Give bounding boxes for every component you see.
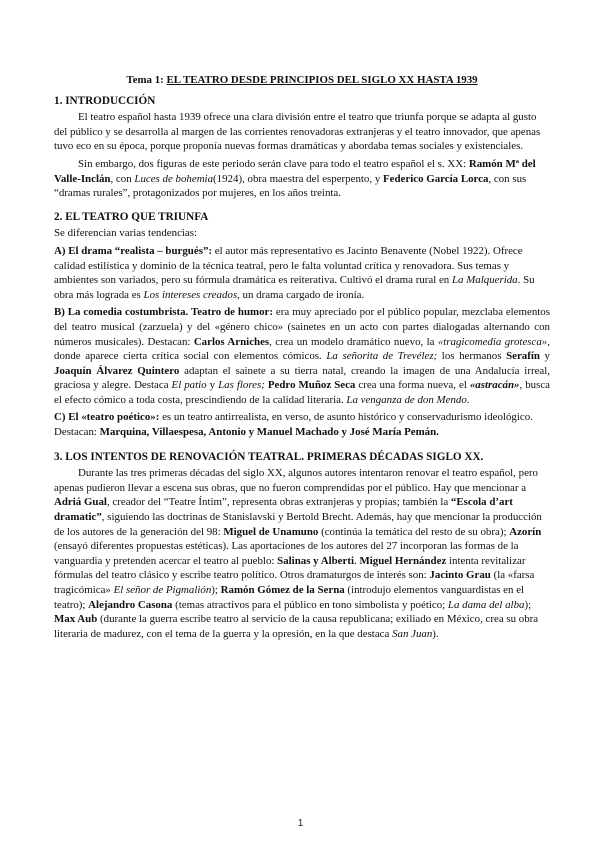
section-heading-renovacion: 3. LOS INTENTOS DE RENOVACIÓN TEATRAL. PRIMERAS DÉCADAS SIGLO XX.: [54, 450, 484, 463]
paragraph: Sin embargo, dos figuras de este periodo serán clave para todo el teatro español el s. XX: Ramón Mª del Valle-Inclán, con Luces de bohemia(1924), obra maestra del esperpento, y Federico García Lorca, con sus “dramas rurales”, protagonizados por mujeres, en los años treinta.: [54, 157, 536, 200]
paragraph: Se diferencian varias tendencias:: [54, 227, 198, 240]
document-body: [54, 73, 550, 644]
paragraph-teatro-poetico: C) El «teatro poético»: es un teatro antirrealista, en verso, de asunto histórico y conservadurismo ideológico. Destacan: Marquina, Villaespesa, Antonio y Manuel Machado y José María Pemán.: [54, 411, 533, 439]
document-title: Tema 1: EL TEATRO DESDE PRINCIPIOS DEL SIGLO XX HASTA 1939: [126, 74, 478, 86]
paragraph-drama-realista: A) El drama “realista – burgués”: el autor más representativo es Jacinto Benavente (Nobel 1922). Ofrece calidad estilística y dominio de la técnica teatral, pero le falta voluntad crítica y renovadora. Sus temas y ambientes son variados, pero su fórmula dramática es reiterativa. Cultivó el drama rural en La Malquerida. Su obra más lograda es Los intereses creados, un drama cargado de ironía.: [54, 244, 535, 301]
paragraph-renovacion: Durante las tres primeras décadas del siglo XX, algunos autores intentaron renovar el teatro español, pero apenas pudieron llevar a escena sus obras, que no fueron comprendidas por el público. Hay que mencionar a Adriá Gual, creador del “Teatre Íntim”, representa obras extranjeras y propias; también la “Escola d’art dramatic”, siguiendo las doctrinas de Stanislavski y Bertold Brecht. Además, hay que mencionar la producción de los autores de la generación del 98: Miguel de Unamuno (continúa la temática del resto de su obra); Azorín (ensayó diferentes propuestas estéticas). Las aportaciones de los autores del 27 incorporan las formas de la vanguardia y pretenden acercar el teatro al pueblo: Salinas y Alberti. Miguel Hernández intenta revitalizar fórmulas del teatro clásico y escribe teatro político. Otros dramaturgos de interés son: Jacinto Grau (la «farsa tragicómica» El señor de Pigmalión); Ramón Gómez de la Serna (introdujo elementos vanguardistas en el teatro); Alejandro Casona (temas atractivos para el público en tono simbolista y poético; La dama del alba); Max Aub (durante la guerra escribe teatro al servicio de la causa republicana; exiliado en México, crea su obra literaria de madurez, con el tema de la guerra y la opresión, en la que destaca San Juan).: [54, 467, 542, 640]
section-heading-teatro-que-triunfa: 2. EL TEATRO QUE TRIUNFA: [54, 210, 209, 223]
page-number: 1: [297, 818, 304, 829]
section-heading-introduccion: 1. INTRODUCCIÓN: [54, 94, 156, 107]
paragraph: El teatro español hasta 1939 ofrece una clara división entre el teatro que triunfa porque se adapta al gusto del público y se desarrolla al margen de las corrientes renovadoras extranjeras y el teatro innovador, que apenas tuvo eco en su época, porque proponía nuevas formas dramáticas y abordaba temas sociales y existenciales.: [54, 111, 541, 153]
paragraph-comedia-costumbrista: B) La comedia costumbrista. Teatro de humor: era muy apreciado por el público popular, mezclaba elementos del teatro musical (zarzuela) y del «género chico» (sainetes en un acto con partes dialogadas alternando con números musicales). Destacan: Carlos Arniches, crea un modelo dramático nuevo, la «tragicomedia grotesca», donde aparece cierta crítica social con elementos cómicos. La señorita de Trevélez; los hermanos Serafín y Joaquín Álvarez Quintero adaptan el sainete a su tierra natal, creando la imagen de una Andalucía irreal, graciosa y alegre. Destaca El patio y Las flores; Pedro Muñoz Seca crea una forma nueva, el «astracán», busca el efecto cómico a toda costa, prescindiendo de la calidad literaria. La venganza de don Mendo.: [54, 306, 551, 406]
